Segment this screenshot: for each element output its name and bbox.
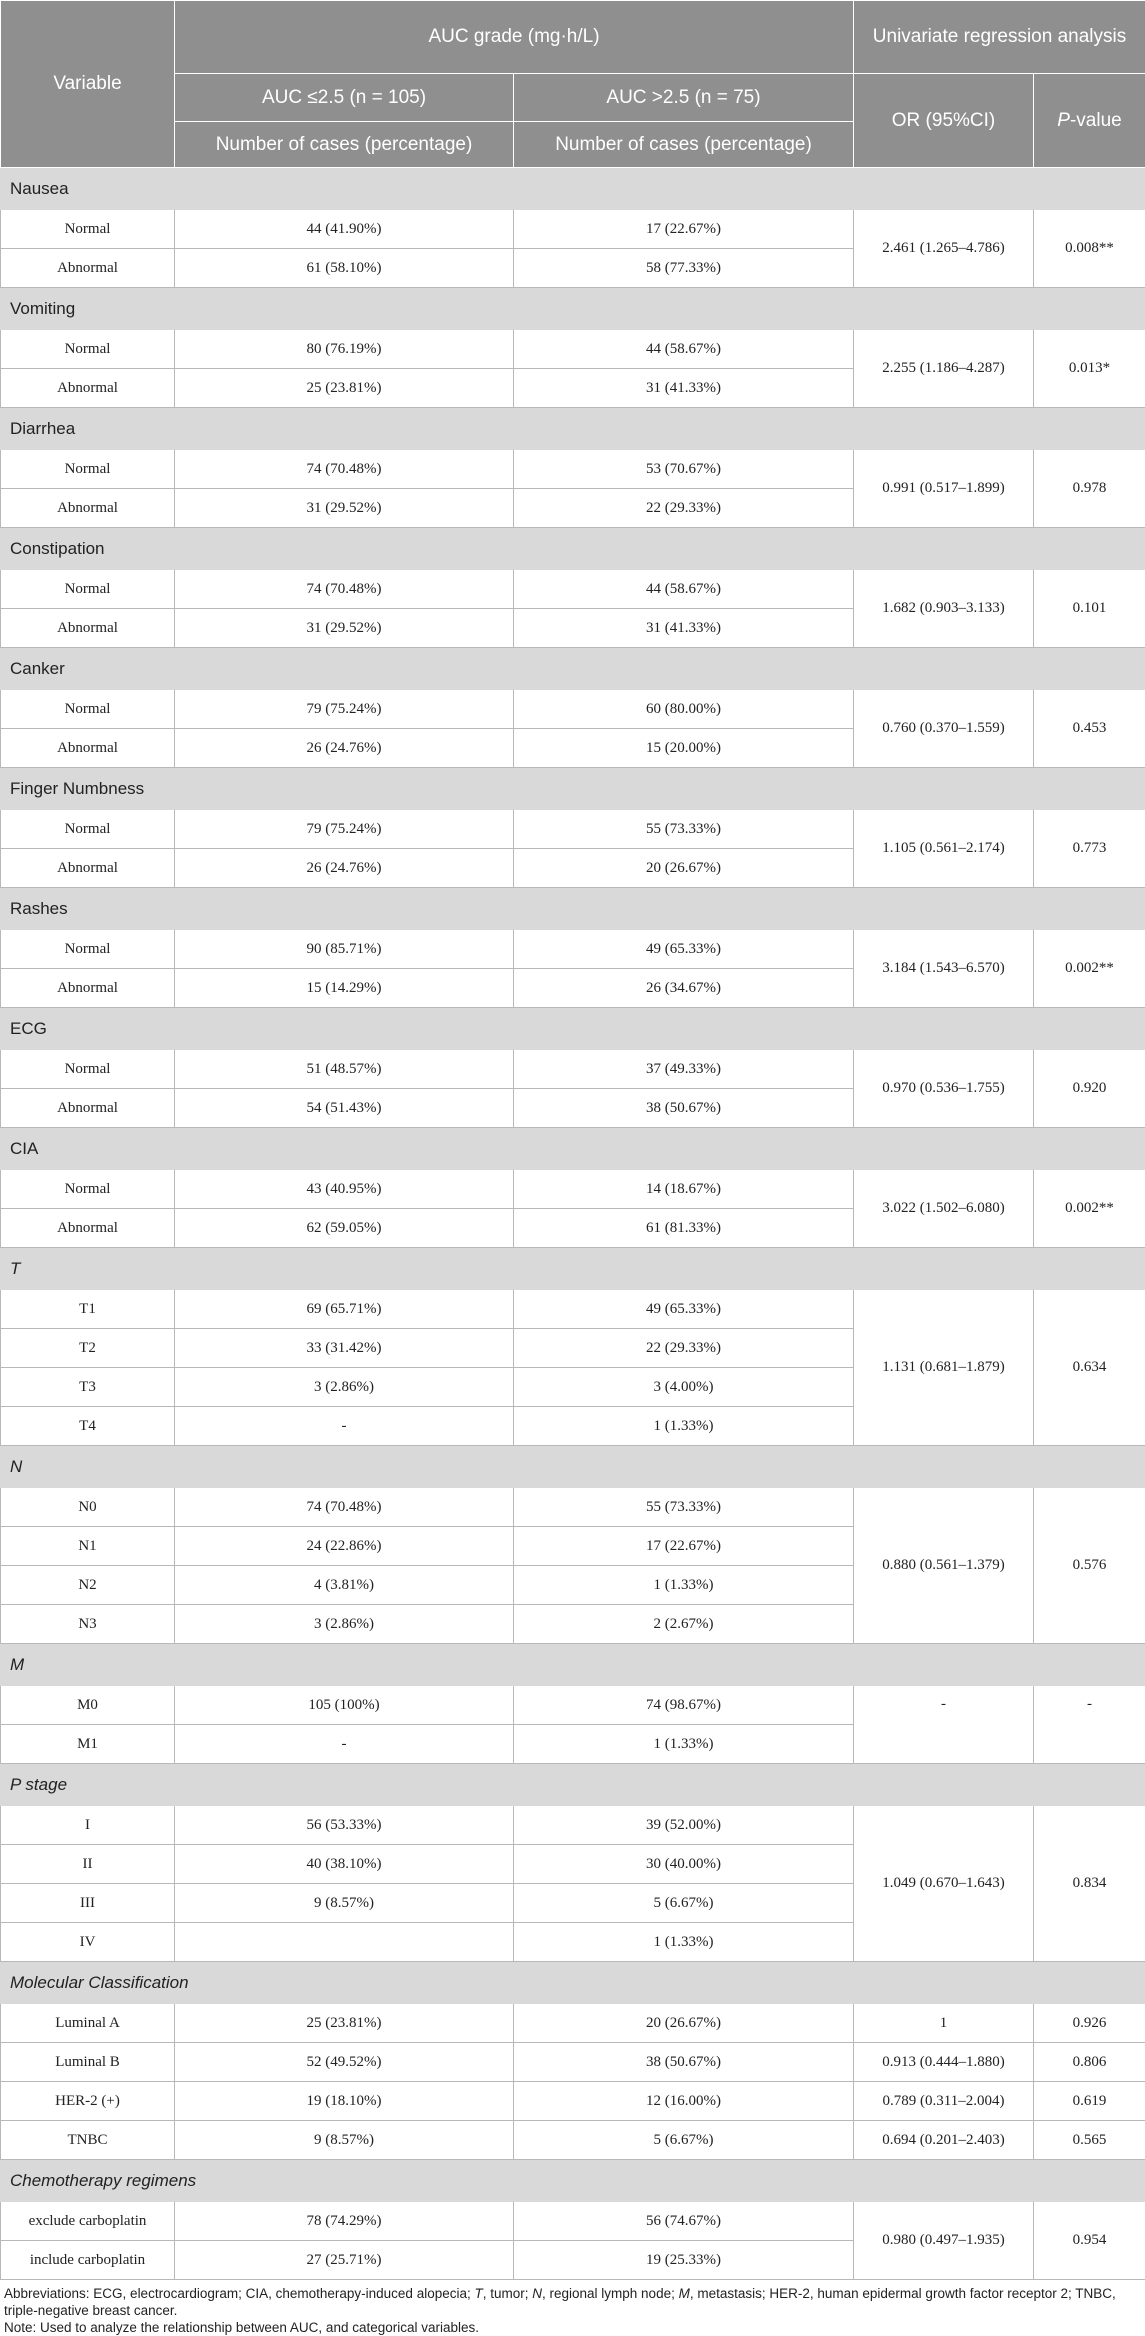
- cell-auc-low: 62 (59.05%): [175, 1209, 514, 1248]
- cell-p-value: 0.008**: [1034, 210, 1145, 288]
- cell-auc-low: 74 (70.48%): [175, 450, 514, 489]
- row-label: HER-2 (+): [1, 2082, 175, 2121]
- cell-p-value: 0.978: [1034, 450, 1145, 528]
- section-row: [1, 1962, 1145, 2004]
- table-row: [1, 1686, 1145, 1725]
- cell-auc-high: 3 (4.00%): [514, 1368, 854, 1407]
- cell-auc-high: 30 (40.00%): [514, 1845, 854, 1884]
- cell-auc-high: 49 (65.33%): [514, 1290, 854, 1329]
- row-label: I: [1, 1806, 175, 1845]
- cell-odds-ratio: 1.049 (0.670–1.643): [854, 1806, 1034, 1962]
- row-label: T2: [1, 1329, 175, 1368]
- cell-auc-low: 79 (75.24%): [175, 690, 514, 729]
- section-row: [1, 1248, 1145, 1290]
- row-label: Abnormal: [1, 369, 175, 408]
- row-label: Abnormal: [1, 249, 175, 288]
- cell-auc-low: 54 (51.43%): [175, 1089, 514, 1128]
- section-row: [1, 648, 1145, 690]
- table-row: [1, 930, 1145, 969]
- table-footnotes: [0, 2280, 1145, 2336]
- cell-auc-low: 3 (2.86%): [175, 1605, 514, 1644]
- cell-auc-low: 74 (70.48%): [175, 570, 514, 609]
- cell-auc-low: 44 (41.90%): [175, 210, 514, 249]
- table-row: [1, 450, 1145, 489]
- row-label: Abnormal: [1, 489, 175, 528]
- cell-auc-low: 19 (18.10%): [175, 2082, 514, 2121]
- section-row: [1, 2160, 1145, 2202]
- section-row: [1, 408, 1145, 450]
- abbrev-segment: , regional lymph node;: [542, 2286, 679, 2301]
- table-row: [1, 2043, 1145, 2082]
- cell-auc-high: 44 (58.67%): [514, 330, 854, 369]
- cell-p-value: 0.806: [1034, 2043, 1145, 2082]
- row-label: Normal: [1, 570, 175, 609]
- section-row: [1, 168, 1145, 210]
- section-row: [1, 1128, 1145, 1170]
- section-row: [1, 288, 1145, 330]
- cell-odds-ratio: 2.255 (1.186–4.287): [854, 330, 1034, 408]
- cell-auc-low: 105 (100%): [175, 1686, 514, 1725]
- section-row: [1, 528, 1145, 570]
- header-group-low: AUC ≤2.5 (n = 105): [175, 74, 514, 122]
- cell-auc-high: 20 (26.67%): [514, 849, 854, 888]
- cell-auc-low: 9 (8.57%): [175, 1884, 514, 1923]
- cell-auc-high: 17 (22.67%): [514, 1527, 854, 1566]
- cell-auc-low: 43 (40.95%): [175, 1170, 514, 1209]
- section-title: Nausea: [1, 168, 1145, 210]
- abbrev-segment: T: [474, 2286, 482, 2301]
- row-label: Normal: [1, 690, 175, 729]
- section-title: Diarrhea: [1, 408, 1145, 450]
- row-label: N0: [1, 1488, 175, 1527]
- cell-auc-low: [175, 1923, 514, 1962]
- cell-auc-low: 9 (8.57%): [175, 2121, 514, 2160]
- section-row: [1, 1764, 1145, 1806]
- cell-auc-low: 31 (29.52%): [175, 609, 514, 648]
- row-label: N1: [1, 1527, 175, 1566]
- row-label: TNBC: [1, 2121, 175, 2160]
- cell-auc-low: 15 (14.29%): [175, 969, 514, 1008]
- cell-p-value: 0.565: [1034, 2121, 1145, 2160]
- cell-auc-low: 24 (22.86%): [175, 1527, 514, 1566]
- cell-auc-high: 1 (1.33%): [514, 1566, 854, 1605]
- table-row: [1, 1170, 1145, 1209]
- table-row: [1, 330, 1145, 369]
- table-row: [1, 2121, 1145, 2160]
- cell-auc-low: 4 (3.81%): [175, 1566, 514, 1605]
- section-title: N: [1, 1446, 1145, 1488]
- cell-auc-low: 27 (25.71%): [175, 2241, 514, 2280]
- row-label: M1: [1, 1725, 175, 1764]
- cell-odds-ratio: 0.970 (0.536–1.755): [854, 1050, 1034, 1128]
- cell-auc-high: 55 (73.33%): [514, 1488, 854, 1527]
- cell-auc-high: 31 (41.33%): [514, 609, 854, 648]
- cell-auc-low: 74 (70.48%): [175, 1488, 514, 1527]
- section-title: Vomiting: [1, 288, 1145, 330]
- header-or: OR (95%CI): [854, 74, 1034, 168]
- cell-odds-ratio: 1.105 (0.561–2.174): [854, 810, 1034, 888]
- cell-auc-high: 17 (22.67%): [514, 210, 854, 249]
- cell-auc-high: 56 (74.67%): [514, 2202, 854, 2241]
- section-title: Molecular Classification: [1, 1962, 1145, 2004]
- cell-auc-high: 1 (1.33%): [514, 1725, 854, 1764]
- cell-auc-low: 51 (48.57%): [175, 1050, 514, 1089]
- abbrev-segment: Abbreviations: ECG, electrocardiogram; CIA, chemotherapy-induced alopecia;: [4, 2286, 474, 2301]
- abbrev-segment: M: [679, 2286, 690, 2301]
- cell-auc-low: 26 (24.76%): [175, 729, 514, 768]
- cell-auc-low: 25 (23.81%): [175, 369, 514, 408]
- cell-odds-ratio: 0.913 (0.444–1.880): [854, 2043, 1034, 2082]
- cell-auc-low: 33 (31.42%): [175, 1329, 514, 1368]
- cell-auc-high: 55 (73.33%): [514, 810, 854, 849]
- cell-p-value: -: [1034, 1686, 1145, 1764]
- header-p-suffix: -value: [1070, 110, 1122, 131]
- cell-auc-low: 56 (53.33%): [175, 1806, 514, 1845]
- cell-auc-high: 60 (80.00%): [514, 690, 854, 729]
- row-label: T4: [1, 1407, 175, 1446]
- cell-auc-low: 31 (29.52%): [175, 489, 514, 528]
- cell-auc-high: 38 (50.67%): [514, 2043, 854, 2082]
- cell-p-value: 0.634: [1034, 1290, 1145, 1446]
- cell-auc-high: 22 (29.33%): [514, 1329, 854, 1368]
- abbreviations-note: [4, 2285, 1141, 2319]
- cell-auc-low: 61 (58.10%): [175, 249, 514, 288]
- cell-auc-low: 78 (74.29%): [175, 2202, 514, 2241]
- cell-auc-low: 79 (75.24%): [175, 810, 514, 849]
- cell-p-value: 0.101: [1034, 570, 1145, 648]
- row-label: Abnormal: [1, 849, 175, 888]
- section-title: CIA: [1, 1128, 1145, 1170]
- cell-odds-ratio: 1.131 (0.681–1.879): [854, 1290, 1034, 1446]
- cell-auc-high: 74 (98.67%): [514, 1686, 854, 1725]
- table-row: [1, 2082, 1145, 2121]
- table-header: [1, 1, 1145, 168]
- cell-p-value: 0.013*: [1034, 330, 1145, 408]
- cell-auc-high: 26 (34.67%): [514, 969, 854, 1008]
- cell-auc-low: 69 (65.71%): [175, 1290, 514, 1329]
- section-title: Rashes: [1, 888, 1145, 930]
- row-label: Abnormal: [1, 729, 175, 768]
- cell-p-value: 0.954: [1034, 2202, 1145, 2280]
- cell-auc-high: 39 (52.00%): [514, 1806, 854, 1845]
- section-title: Constipation: [1, 528, 1145, 570]
- section-row: [1, 1446, 1145, 1488]
- cell-auc-high: 1 (1.33%): [514, 1923, 854, 1962]
- cell-odds-ratio: 0.760 (0.370–1.559): [854, 690, 1034, 768]
- row-label: III: [1, 1884, 175, 1923]
- cell-auc-low: 80 (76.19%): [175, 330, 514, 369]
- section-title: Finger Numbness: [1, 768, 1145, 810]
- cell-auc-high: 5 (6.67%): [514, 1884, 854, 1923]
- cell-auc-low: 3 (2.86%): [175, 1368, 514, 1407]
- header-variable: Variable: [1, 1, 175, 168]
- table-row: [1, 1806, 1145, 1845]
- cell-auc-high: 44 (58.67%): [514, 570, 854, 609]
- section-title: Canker: [1, 648, 1145, 690]
- table-row: [1, 210, 1145, 249]
- cell-auc-low: 52 (49.52%): [175, 2043, 514, 2082]
- cell-auc-high: 14 (18.67%): [514, 1170, 854, 1209]
- cell-odds-ratio: 0.789 (0.311–2.004): [854, 2082, 1034, 2121]
- cell-p-value: 0.002**: [1034, 1170, 1145, 1248]
- cell-p-value: 0.576: [1034, 1488, 1145, 1644]
- row-label: include carboplatin: [1, 2241, 175, 2280]
- cell-auc-low: 90 (85.71%): [175, 930, 514, 969]
- row-label: Luminal A: [1, 2004, 175, 2043]
- cell-auc-low: 40 (38.10%): [175, 1845, 514, 1884]
- table-row: [1, 570, 1145, 609]
- cell-auc-high: 49 (65.33%): [514, 930, 854, 969]
- table-row: [1, 810, 1145, 849]
- row-label: N2: [1, 1566, 175, 1605]
- cell-odds-ratio: -: [854, 1686, 1034, 1764]
- cell-odds-ratio: 3.184 (1.543–6.570): [854, 930, 1034, 1008]
- cell-odds-ratio: 2.461 (1.265–4.786): [854, 210, 1034, 288]
- cell-auc-high: 53 (70.67%): [514, 450, 854, 489]
- row-label: Normal: [1, 450, 175, 489]
- cell-auc-low: 25 (23.81%): [175, 2004, 514, 2043]
- section-title: ECG: [1, 1008, 1145, 1050]
- cell-auc-low: -: [175, 1407, 514, 1446]
- cell-auc-high: 61 (81.33%): [514, 1209, 854, 1248]
- section-row: [1, 768, 1145, 810]
- section-title: P stage: [1, 1764, 1145, 1806]
- row-label: Abnormal: [1, 609, 175, 648]
- row-label: Abnormal: [1, 1209, 175, 1248]
- row-label: II: [1, 1845, 175, 1884]
- cell-p-value: 0.619: [1034, 2082, 1145, 2121]
- table-row: [1, 1290, 1145, 1329]
- cell-odds-ratio: 0.991 (0.517–1.899): [854, 450, 1034, 528]
- row-label: Abnormal: [1, 1089, 175, 1128]
- cell-auc-high: 12 (16.00%): [514, 2082, 854, 2121]
- row-label: Normal: [1, 330, 175, 369]
- section-row: [1, 1644, 1145, 1686]
- usage-note: Note: Used to analyze the relationship between AUC, and categorical variables.: [4, 2319, 1141, 2336]
- section-title: T: [1, 1248, 1145, 1290]
- cell-auc-low: -: [175, 1725, 514, 1764]
- header-cases-low: Number of cases (percentage): [175, 122, 514, 168]
- cell-odds-ratio: 0.694 (0.201–2.403): [854, 2121, 1034, 2160]
- table-row: [1, 2004, 1145, 2043]
- cell-odds-ratio: 0.880 (0.561–1.379): [854, 1488, 1034, 1644]
- header-cases-high: Number of cases (percentage): [514, 122, 854, 168]
- header-p-value: [1034, 74, 1145, 168]
- header-univariate: Univariate regression analysis: [854, 1, 1145, 74]
- cell-p-value: 0.920: [1034, 1050, 1145, 1128]
- cell-auc-low: 26 (24.76%): [175, 849, 514, 888]
- cell-odds-ratio: 1: [854, 2004, 1034, 2043]
- row-label: Normal: [1, 930, 175, 969]
- abbrev-segment: N: [532, 2286, 542, 2301]
- cell-auc-high: 19 (25.33%): [514, 2241, 854, 2280]
- cell-auc-high: 2 (2.67%): [514, 1605, 854, 1644]
- row-label: M0: [1, 1686, 175, 1725]
- row-label: exclude carboplatin: [1, 2202, 175, 2241]
- row-label: T3: [1, 1368, 175, 1407]
- cell-p-value: 0.453: [1034, 690, 1145, 768]
- table-row: [1, 690, 1145, 729]
- row-label: Normal: [1, 810, 175, 849]
- row-label: N3: [1, 1605, 175, 1644]
- cell-auc-high: 37 (49.33%): [514, 1050, 854, 1089]
- cell-p-value: 0.002**: [1034, 930, 1145, 1008]
- section-title: M: [1, 1644, 1145, 1686]
- cell-odds-ratio: 3.022 (1.502–6.080): [854, 1170, 1034, 1248]
- cell-auc-high: 20 (26.67%): [514, 2004, 854, 2043]
- cell-auc-high: 1 (1.33%): [514, 1407, 854, 1446]
- header-auc-grade: AUC grade (mg·h/L): [175, 1, 854, 74]
- row-label: Normal: [1, 1050, 175, 1089]
- cell-odds-ratio: 1.682 (0.903–3.133): [854, 570, 1034, 648]
- row-label: T1: [1, 1290, 175, 1329]
- table-body: [1, 168, 1145, 2280]
- row-label: Luminal B: [1, 2043, 175, 2082]
- table-row: [1, 1050, 1145, 1089]
- cell-odds-ratio: 0.980 (0.497–1.935): [854, 2202, 1034, 2280]
- section-title: Chemotherapy regimens: [1, 2160, 1145, 2202]
- section-row: [1, 1008, 1145, 1050]
- cell-auc-high: 5 (6.67%): [514, 2121, 854, 2160]
- cell-auc-high: 15 (20.00%): [514, 729, 854, 768]
- cell-auc-high: 22 (29.33%): [514, 489, 854, 528]
- cell-p-value: 0.773: [1034, 810, 1145, 888]
- row-label: Normal: [1, 1170, 175, 1209]
- table-row: [1, 1488, 1145, 1527]
- section-row: [1, 888, 1145, 930]
- cell-p-value: 0.834: [1034, 1806, 1145, 1962]
- row-label: IV: [1, 1923, 175, 1962]
- table-row: [1, 2202, 1145, 2241]
- abbrev-segment: , metastasis; HER-2, human epidermal growth factor receptor 2; TNBC, triple-negative breast cancer.: [4, 2286, 1116, 2318]
- header-p-italic: P: [1057, 110, 1070, 131]
- row-label: Normal: [1, 210, 175, 249]
- cell-auc-high: 31 (41.33%): [514, 369, 854, 408]
- cell-auc-high: 38 (50.67%): [514, 1089, 854, 1128]
- cell-p-value: 0.926: [1034, 2004, 1145, 2043]
- abbrev-segment: , tumor;: [483, 2286, 533, 2301]
- header-group-high: AUC >2.5 (n = 75): [514, 74, 854, 122]
- row-label: Abnormal: [1, 969, 175, 1008]
- cell-auc-high: 58 (77.33%): [514, 249, 854, 288]
